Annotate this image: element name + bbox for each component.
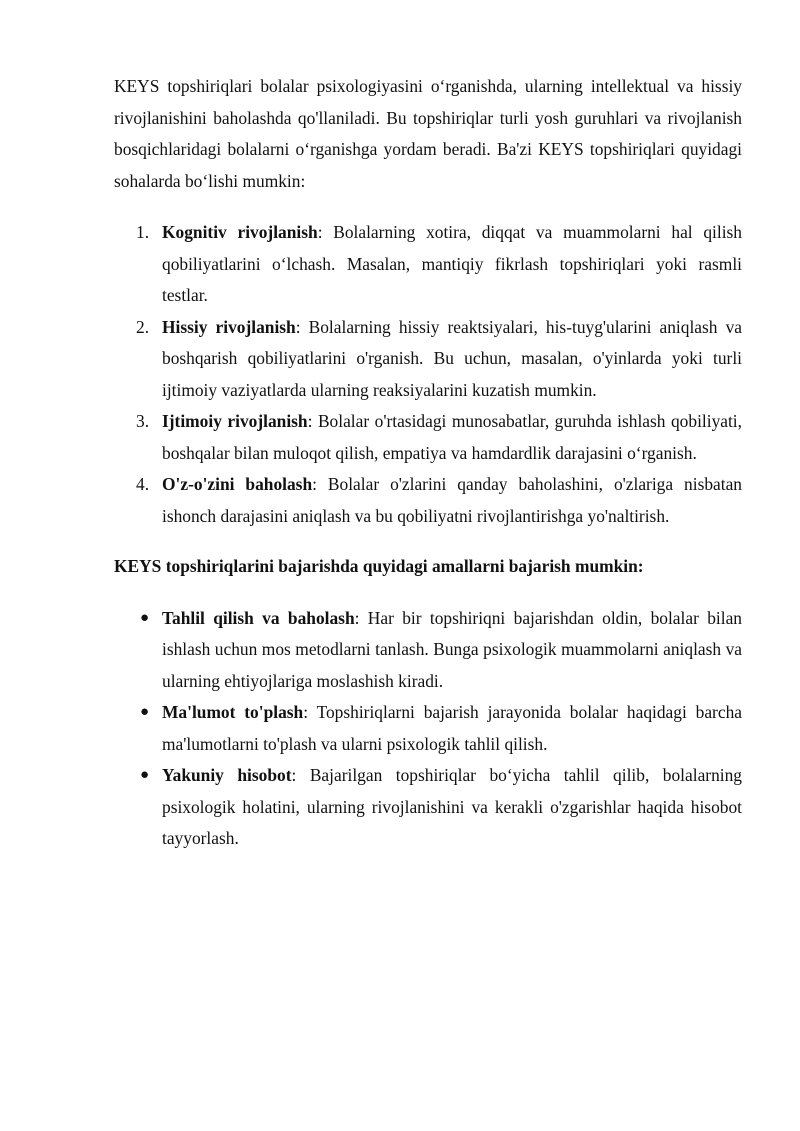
list-item-text: : Bolalar o'rtasidagi munosabatlar, guruhda ishlash qobiliyati, boshqalar bilan muloqot qilish, empatiya va hamdardlik darajasini o‘rganish. <box>162 411 742 463</box>
list-item <box>114 406 742 469</box>
bullet-item-text: : Bajarilgan topshiriqlar bo‘yicha tahlil qilib, bolalarning psixologik holatini, ularning rivojlanishini va kerakli o'zgarishlar haqida hisobot tayyorlash. <box>162 765 742 848</box>
list-number: 1. <box>136 222 150 242</box>
bullet-icon: ● <box>140 704 150 720</box>
intro-paragraph: KEYS topshiriqlari bolalar psixologiyasini o‘rganishda, ularning intellektual va hissiy rivojlanishini baholashda qo'llaniladi. Bu topshiriqlar turli yosh guruhlari va rivojlanish bosqichlaridagi bolalarni o‘rganishga yordam beradi. Ba'zi KEYS topshiriqlari quyidagi sohalarda bo‘lishi mumkin: <box>114 76 742 191</box>
bullet-item <box>114 697 742 760</box>
list-item-term: O'z-o'zini baholash <box>162 474 313 494</box>
numbered-list <box>114 217 742 532</box>
bullet-item <box>114 760 742 855</box>
bullet-icon: ● <box>140 767 150 783</box>
bullet-icon: ● <box>140 609 150 626</box>
bullet-item-text: : Har bir topshiriqni bajarishdan oldin, bolalar bilan ishlash uchun mos metodlarni tanlash. Bunga psixologik muammolarni aniqlash va ularning ehtiyojlariga moslashish kiradi. <box>162 607 742 691</box>
bullet-item-term: Tahlil qilish va baholash <box>162 607 355 628</box>
list-item-term: Hissiy rivojlanish <box>162 316 296 337</box>
bullet-item-term: Yakuniy hisobot <box>162 765 292 785</box>
list-item-text: : Bolalarning xotira, diqqat va muammolarni hal qilish qobiliyatlarini o‘lchash. Masalan, mantiqiy fikrlash topshiriqlari yoki rasmli testlar. <box>162 222 743 305</box>
bullet-list <box>114 603 742 855</box>
list-number: 4. <box>136 474 150 494</box>
list-item-text: : Bolalarning hissiy reaktsiyalari, his-tuyg'ularini aniqlash va boshqarish qobiliyatlarini o'rganish. Bu uchun, masalan, o'yinlarda yoki turli ijtimoiy vaziyatlarda ularning reaksiyalarini kuzatish mumkin. <box>162 316 742 400</box>
list-item-term: Ijtimoiy rivojlanish <box>162 411 308 431</box>
list-item <box>114 312 742 407</box>
section-heading: KEYS topshiriqlarini bajarishda quyidagi amallarni bajarish mumkin: <box>114 556 644 576</box>
document-page <box>114 71 742 855</box>
list-item-text: : Bolalar o'zlarini qanday baholashini, o'zlariga nisbatan ishonch darajasini aniqlash va bu qobiliyatni rivojlantirishga yo'naltirish. <box>162 474 743 526</box>
list-number: 2. <box>136 316 150 337</box>
list-number: 3. <box>136 411 150 431</box>
list-item <box>114 469 742 532</box>
list-item-term: Kognitiv rivojlanish <box>162 222 318 242</box>
bullet-item-term: Ma'lumot to'plash <box>162 702 304 722</box>
bullet-item <box>114 603 742 698</box>
list-item <box>114 217 742 312</box>
bullet-item-text: : Topshiriqlarni bajarish jarayonida bolalar haqidagi barcha ma'lumotlarni to'plash va ularni psixologik tahlil qilish. <box>162 702 742 754</box>
